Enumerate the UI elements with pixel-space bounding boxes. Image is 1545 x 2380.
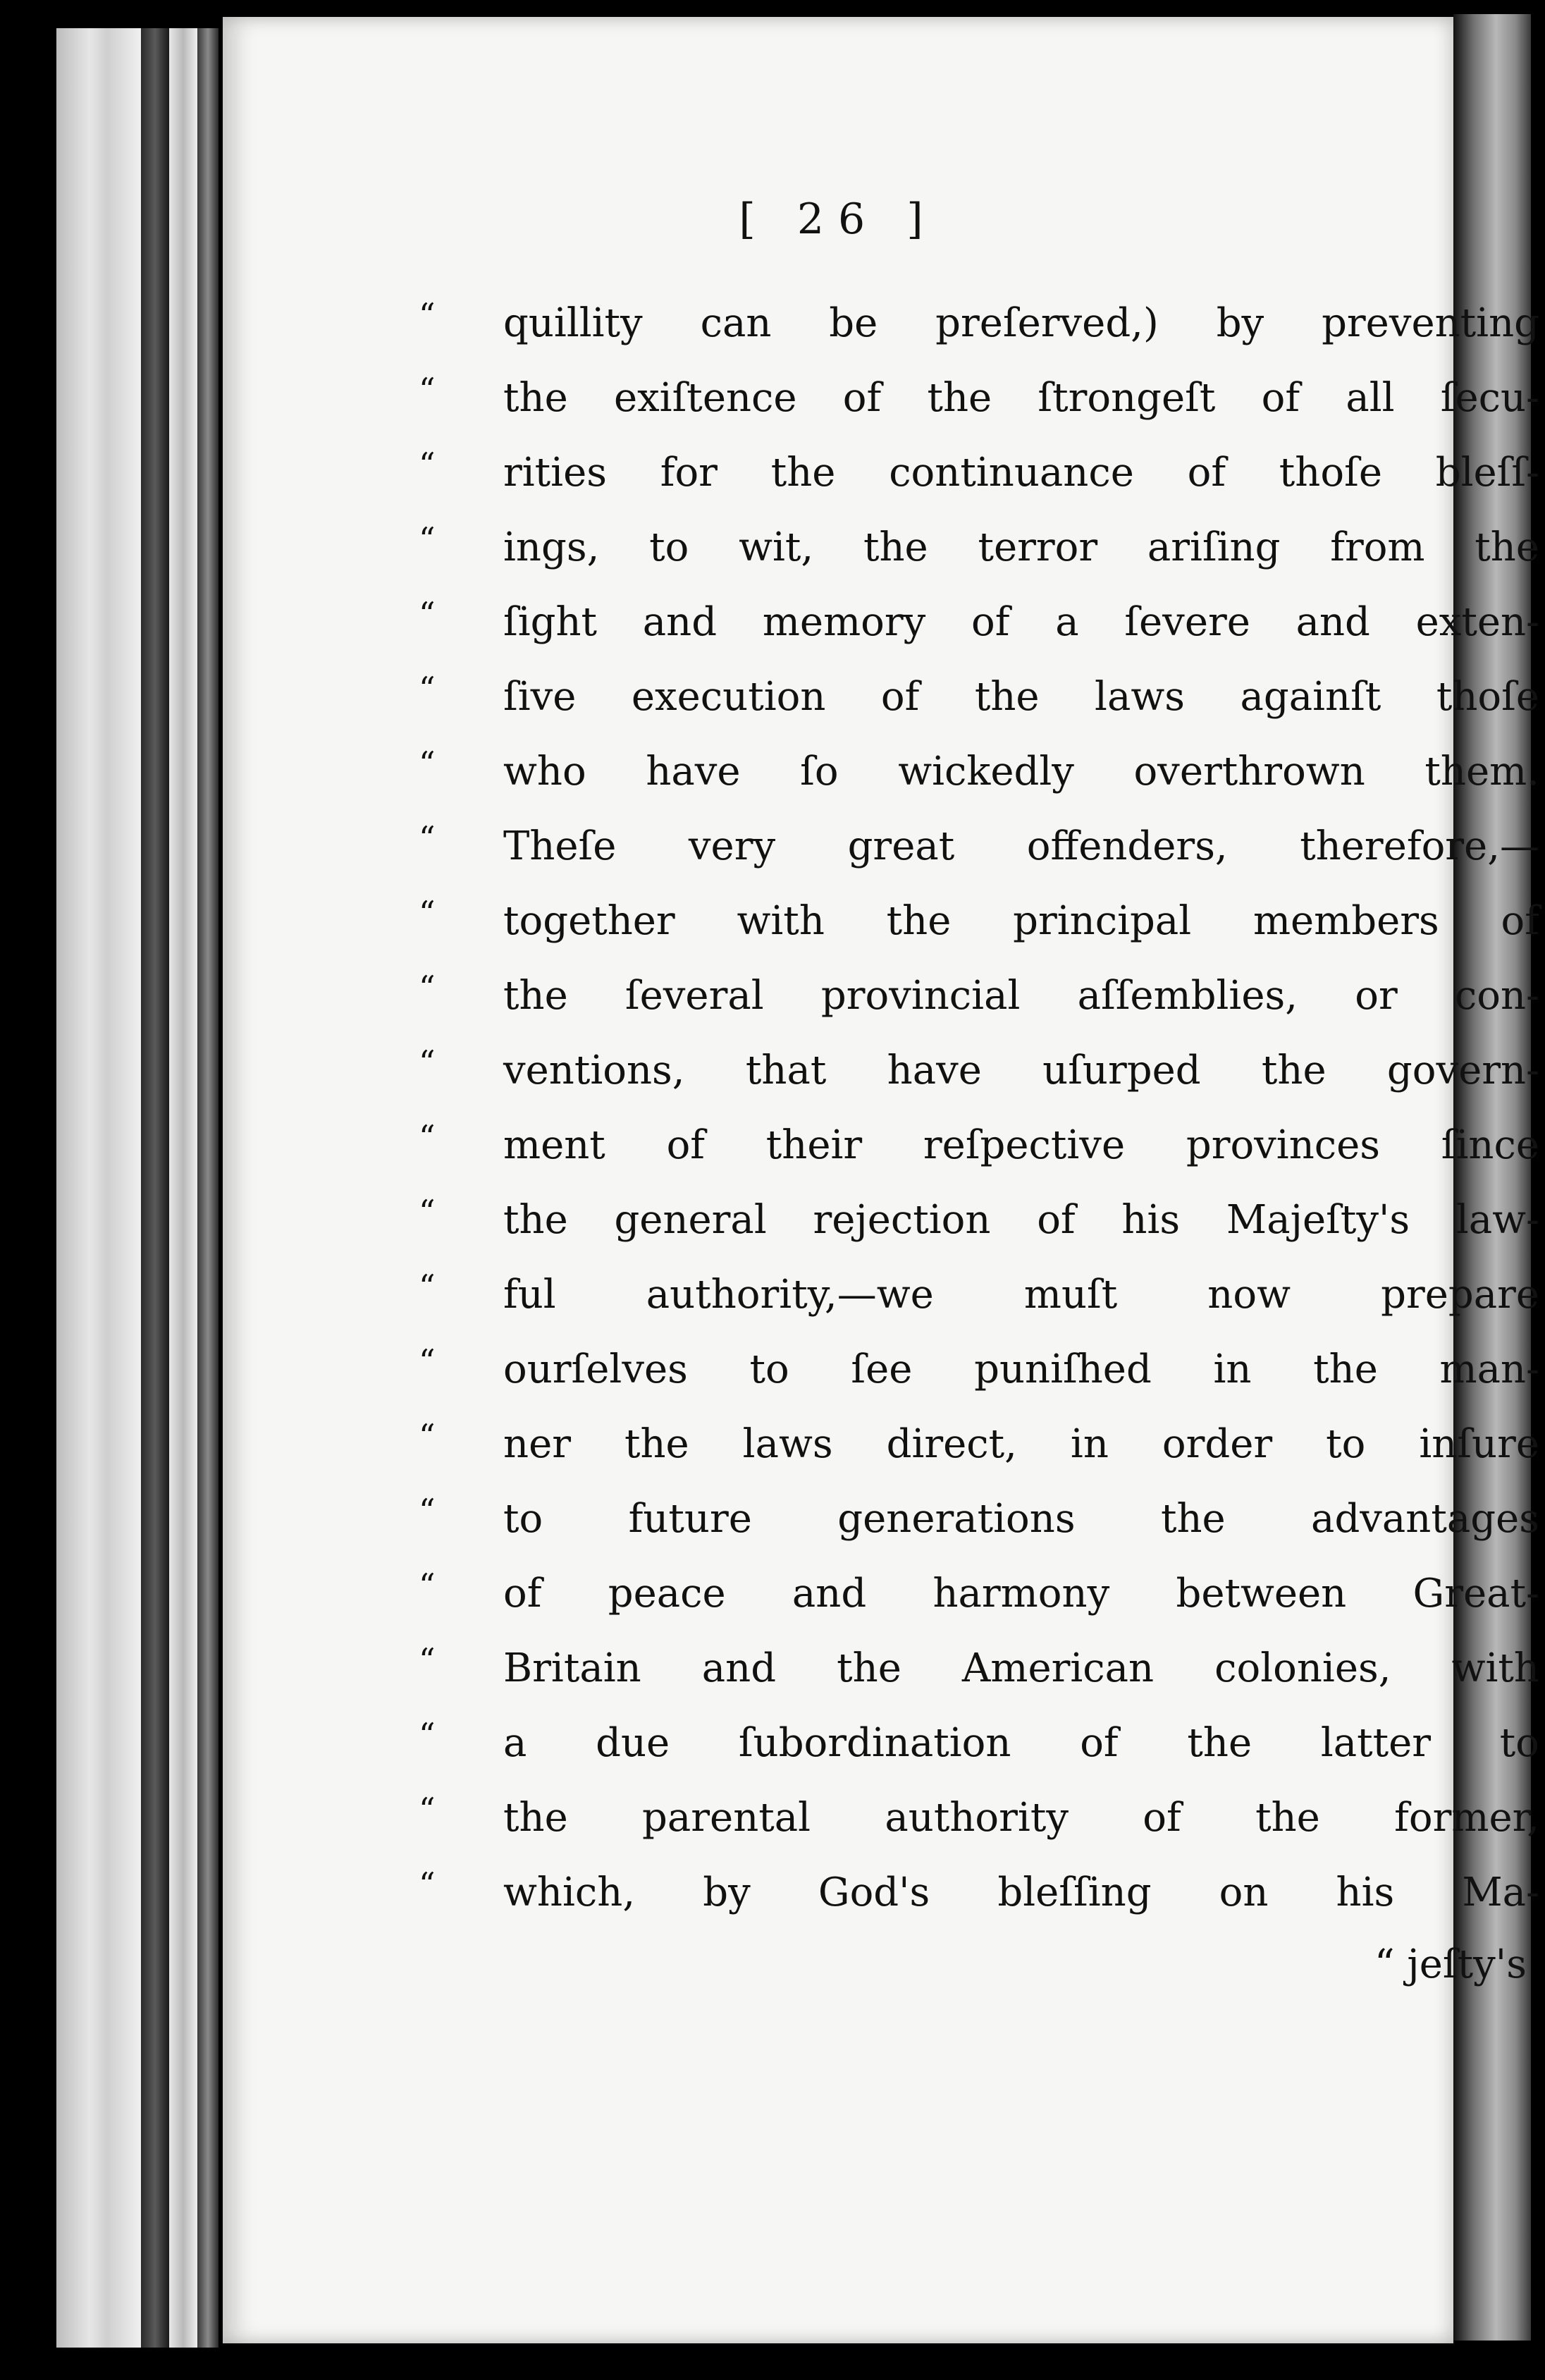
page-edge-shadow — [141, 28, 169, 2348]
line-text: ventions, that have uſurped the govern- — [503, 1048, 1539, 1093]
page-number: [ 26 ] — [739, 195, 937, 244]
line-text: who have ſo wickedly overthrown them. — [503, 749, 1539, 795]
line-text: ings, to wit, the terror ariſing from the — [503, 525, 1539, 570]
text-line — [419, 660, 1539, 735]
text-line — [419, 1407, 1539, 1482]
line-text: Theſe very great offenders, therefore,— — [503, 823, 1539, 869]
text-line — [419, 286, 1539, 361]
quotation-mark: “ — [419, 1268, 436, 1306]
line-text: ner the laws direct, in order to inſure — [503, 1421, 1539, 1467]
line-text: ſive execution of the laws againſt thoſe — [503, 674, 1539, 720]
quotation-mark: “ — [419, 595, 436, 633]
line-text: together with the principal members of — [503, 898, 1539, 944]
line-text: the exiſtence of the ſtrongeſt of all ſecu- — [503, 375, 1539, 421]
text-line — [419, 1258, 1539, 1332]
text-line — [419, 1855, 1539, 1930]
line-text: ſight and memory of a ſevere and exten- — [503, 599, 1539, 645]
text-line — [419, 1631, 1539, 1706]
line-text: of peace and harmony between Great- — [503, 1571, 1539, 1617]
line-text: ment of their reſpective provinces ſince — [503, 1122, 1539, 1168]
text-line — [419, 1706, 1539, 1781]
quotation-mark: “ — [419, 1641, 436, 1679]
quotation-mark: “ — [419, 819, 436, 857]
quotation-mark: “ — [419, 670, 436, 708]
text-line — [419, 735, 1539, 809]
text-line — [419, 1033, 1539, 1108]
line-text: ful authority,—we muſt now prepare — [503, 1272, 1539, 1318]
text-line — [419, 1482, 1539, 1557]
line-text: a due ſubordination of the latter to — [503, 1720, 1539, 1766]
quotation-mark: “ — [419, 1342, 436, 1380]
text-line — [419, 436, 1539, 510]
line-text: ourſelves to ſee puniſhed in the man- — [503, 1347, 1539, 1392]
quotation-mark: “ — [419, 520, 436, 558]
quotation-mark: “ — [419, 371, 436, 409]
text-line — [419, 809, 1539, 884]
quotation-mark: “ — [419, 296, 436, 334]
text-line — [419, 1183, 1539, 1258]
quotation-mark: “ — [419, 1566, 436, 1605]
text-line — [419, 959, 1539, 1033]
quotation-mark: “ — [419, 1865, 436, 1903]
text-line — [419, 884, 1539, 959]
text-line — [419, 510, 1539, 585]
quotation-mark: “ — [419, 1716, 436, 1754]
text-line — [419, 585, 1539, 660]
line-text: the general rejection of his Majeſty's law- — [503, 1197, 1539, 1243]
line-text: which, by God's bleſſing on his Ma- — [503, 1870, 1539, 1915]
quotation-mark: “ — [419, 1118, 436, 1156]
quotation-mark: “ — [419, 1193, 436, 1231]
text-line — [419, 1781, 1539, 1855]
text-line — [419, 1332, 1539, 1407]
page-edge-dark — [197, 28, 218, 2348]
quotation-mark: “ — [419, 1791, 436, 1829]
text-line — [419, 1108, 1539, 1183]
catchword: “ jeſty's — [1374, 1942, 1527, 1987]
page-edge-light — [169, 28, 197, 2348]
quotation-mark: “ — [419, 744, 436, 783]
quotation-mark: “ — [419, 1043, 436, 1081]
line-text: the parental authority of the former, — [503, 1795, 1539, 1841]
body-text — [223, 17, 1539, 2343]
page-edges — [56, 28, 141, 2348]
quotation-mark: “ — [419, 1417, 436, 1455]
line-text: to future generations the advantages — [503, 1496, 1539, 1542]
quotation-mark: “ — [419, 894, 436, 932]
line-text: quillity can be preſerved,) by preventing — [503, 300, 1539, 346]
book-page — [223, 17, 1539, 2343]
quotation-mark: “ — [419, 969, 436, 1007]
text-line — [419, 1557, 1539, 1631]
text-line — [419, 361, 1539, 436]
quotation-mark: “ — [419, 446, 436, 484]
line-text: Britain and the American colonies, with — [503, 1645, 1539, 1691]
line-text: rities for the continuance of thoſe bleſſ- — [503, 450, 1539, 496]
line-text: the ſeveral provincial aſſemblies, or con- — [503, 973, 1539, 1019]
quotation-mark: “ — [419, 1492, 436, 1530]
